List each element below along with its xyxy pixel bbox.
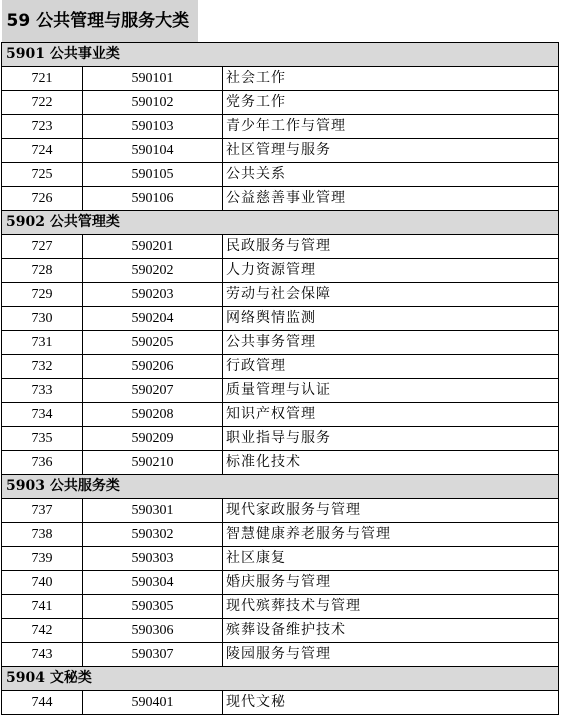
major-code: 590210 <box>83 451 223 475</box>
major-name: 行政管理 <box>223 355 559 379</box>
row-number: 734 <box>2 403 83 427</box>
major-name: 社区康复 <box>223 547 559 571</box>
row-number: 733 <box>2 379 83 403</box>
table-row <box>2 187 559 211</box>
major-code: 590304 <box>83 571 223 595</box>
major-code: 590207 <box>83 379 223 403</box>
major-code: 590401 <box>83 691 223 715</box>
table-row <box>2 691 559 715</box>
table-row <box>2 595 559 619</box>
table-row <box>2 67 559 91</box>
row-number: 738 <box>2 523 83 547</box>
row-number: 721 <box>2 67 83 91</box>
major-code: 590301 <box>83 499 223 523</box>
table-row <box>2 403 559 427</box>
major-name: 现代文秘 <box>223 691 559 715</box>
table-row <box>2 499 559 523</box>
page-title: 59 公共管理与服务大类 <box>2 0 198 42</box>
table-row <box>2 163 559 187</box>
row-number: 729 <box>2 283 83 307</box>
major-code: 590209 <box>83 427 223 451</box>
title-row <box>2 0 559 43</box>
major-name: 公益慈善事业管理 <box>223 187 559 211</box>
row-number: 725 <box>2 163 83 187</box>
category-label: 5904 文秘类 <box>2 667 559 691</box>
major-code: 590303 <box>83 547 223 571</box>
row-number: 741 <box>2 595 83 619</box>
major-code: 590306 <box>83 619 223 643</box>
row-number: 724 <box>2 139 83 163</box>
major-name: 现代家政服务与管理 <box>223 499 559 523</box>
row-number: 727 <box>2 235 83 259</box>
major-name: 殡葬设备维护技术 <box>223 619 559 643</box>
category-label: 5902 公共管理类 <box>2 211 559 235</box>
major-code: 590202 <box>83 259 223 283</box>
major-code: 590205 <box>83 331 223 355</box>
row-number: 737 <box>2 499 83 523</box>
major-code: 590101 <box>83 67 223 91</box>
row-number: 730 <box>2 307 83 331</box>
table-row <box>2 139 559 163</box>
major-catalog-table <box>1 0 559 715</box>
table-row <box>2 571 559 595</box>
row-number: 743 <box>2 643 83 667</box>
major-code: 590103 <box>83 115 223 139</box>
table-row <box>2 427 559 451</box>
table-row <box>2 523 559 547</box>
category-row <box>2 667 559 691</box>
table-row <box>2 643 559 667</box>
table-row <box>2 619 559 643</box>
major-name: 婚庆服务与管理 <box>223 571 559 595</box>
row-number: 726 <box>2 187 83 211</box>
major-code: 590208 <box>83 403 223 427</box>
table-row <box>2 283 559 307</box>
major-name: 现代殡葬技术与管理 <box>223 595 559 619</box>
row-number: 742 <box>2 619 83 643</box>
table-row <box>2 379 559 403</box>
major-code: 590204 <box>83 307 223 331</box>
major-code: 590305 <box>83 595 223 619</box>
major-name: 社区管理与服务 <box>223 139 559 163</box>
major-name: 质量管理与认证 <box>223 379 559 403</box>
category-label: 5903 公共服务类 <box>2 475 559 499</box>
major-code: 590102 <box>83 91 223 115</box>
table-row <box>2 547 559 571</box>
major-name: 知识产权管理 <box>223 403 559 427</box>
major-code: 590302 <box>83 523 223 547</box>
table-row <box>2 451 559 475</box>
category-label: 5901 公共事业类 <box>2 43 559 67</box>
row-number: 740 <box>2 571 83 595</box>
major-code: 590105 <box>83 163 223 187</box>
table-row <box>2 235 559 259</box>
major-name: 党务工作 <box>223 91 559 115</box>
row-number: 736 <box>2 451 83 475</box>
major-code: 590206 <box>83 355 223 379</box>
major-name: 网络舆情监测 <box>223 307 559 331</box>
table-row <box>2 355 559 379</box>
category-row <box>2 211 559 235</box>
row-number: 723 <box>2 115 83 139</box>
row-number: 732 <box>2 355 83 379</box>
row-number: 731 <box>2 331 83 355</box>
major-name: 陵园服务与管理 <box>223 643 559 667</box>
major-name: 民政服务与管理 <box>223 235 559 259</box>
row-number: 722 <box>2 91 83 115</box>
row-number: 735 <box>2 427 83 451</box>
major-name: 社会工作 <box>223 67 559 91</box>
major-name: 劳动与社会保障 <box>223 283 559 307</box>
major-code: 590203 <box>83 283 223 307</box>
category-row <box>2 43 559 67</box>
major-name: 职业指导与服务 <box>223 427 559 451</box>
table-row <box>2 259 559 283</box>
major-code: 590106 <box>83 187 223 211</box>
row-number: 728 <box>2 259 83 283</box>
major-name: 青少年工作与管理 <box>223 115 559 139</box>
table-row <box>2 91 559 115</box>
table-row <box>2 115 559 139</box>
major-name: 人力资源管理 <box>223 259 559 283</box>
table-row <box>2 331 559 355</box>
major-code: 590307 <box>83 643 223 667</box>
major-name: 公共关系 <box>223 163 559 187</box>
major-code: 590104 <box>83 139 223 163</box>
major-name: 标准化技术 <box>223 451 559 475</box>
row-number: 739 <box>2 547 83 571</box>
table-row <box>2 307 559 331</box>
category-row <box>2 475 559 499</box>
major-code: 590201 <box>83 235 223 259</box>
row-number: 744 <box>2 691 83 715</box>
major-name: 智慧健康养老服务与管理 <box>223 523 559 547</box>
major-name: 公共事务管理 <box>223 331 559 355</box>
